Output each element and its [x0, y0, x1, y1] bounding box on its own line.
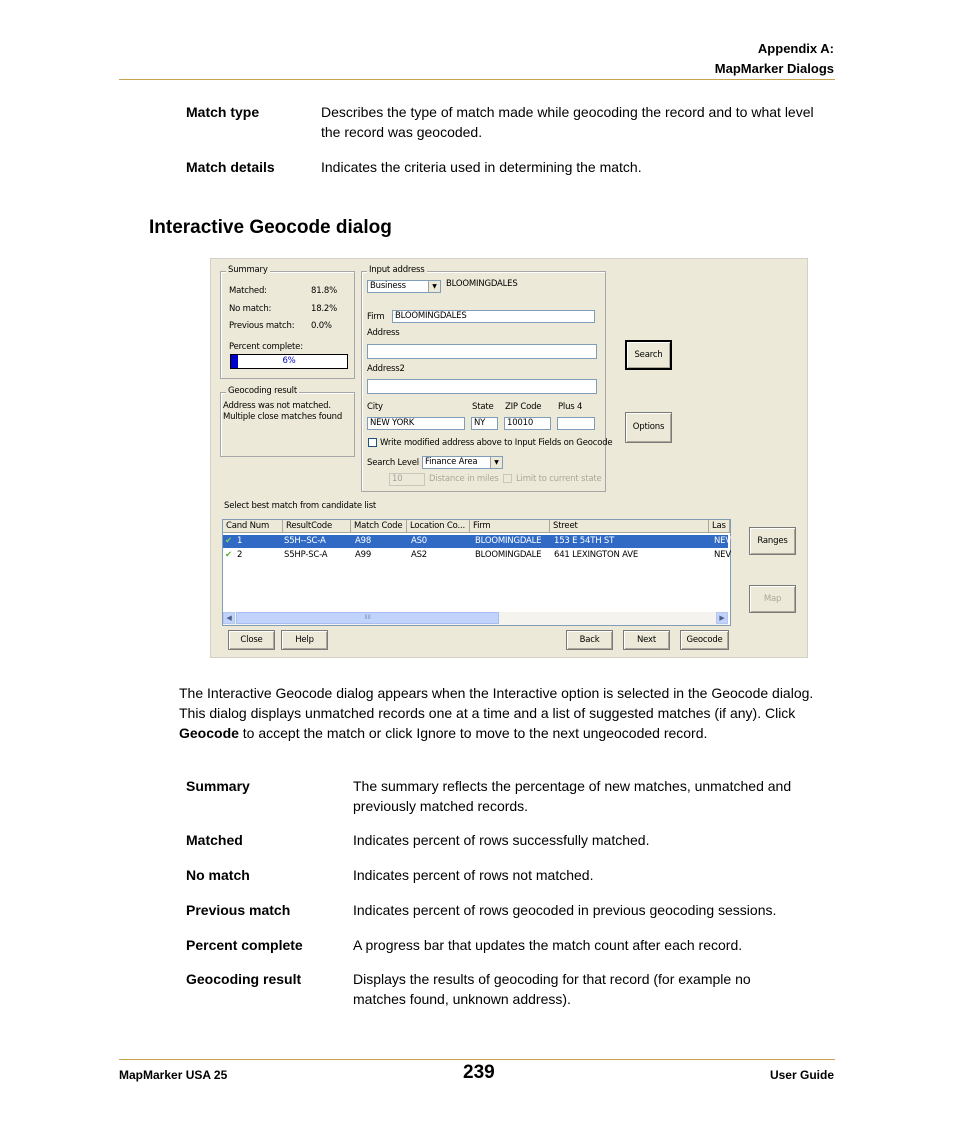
horizontal-scrollbar[interactable]: [223, 612, 728, 625]
result-caption: Geocoding result: [228, 386, 297, 396]
firm-input[interactable]: [392, 310, 595, 323]
firm-label: Firm: [367, 312, 385, 322]
scroll-thumb[interactable]: [236, 612, 499, 624]
distance-input[interactable]: [389, 473, 425, 486]
previous-value: 0.0%: [311, 321, 332, 331]
def-desc-percent-complete: A progress bar that updates the match count after each record.: [353, 937, 743, 953]
progress-text: 6%: [282, 356, 296, 366]
def-desc-match-type: Describes the type of match made while geocoding the record and to what level the record was geocoded.: [321, 104, 814, 140]
cell-street: 153 E 54TH ST: [554, 536, 615, 546]
search-level-value: Finance Area: [425, 457, 478, 467]
summary-group: [220, 265, 355, 379]
limit-state-label: Limit to current state: [516, 474, 602, 484]
distance-value: 10: [392, 474, 403, 484]
close-button[interactable]: Close: [228, 630, 275, 650]
record-name: BLOOMINGDALES: [446, 279, 518, 289]
cell-match-code: A98: [355, 536, 372, 546]
cell-match-code: A99: [355, 550, 372, 560]
check-icon: ✔: [225, 536, 232, 546]
page-number: 239: [463, 1062, 495, 1083]
chevron-down-icon: ▼: [490, 457, 502, 468]
def-desc-previous-match: Indicates percent of rows geocoded in previous geocoding sessions.: [353, 902, 777, 918]
column-header-location-code[interactable]: Location Co...: [407, 520, 470, 533]
city-value: NEW YORK: [370, 418, 415, 428]
def-desc-geocoding-result: Displays the results of geocoding for that record (for example no matches found, unknown address).: [353, 971, 751, 1007]
matched-label: Matched:: [229, 286, 267, 296]
summary-caption: Summary: [228, 265, 268, 275]
header-rule: [119, 79, 835, 80]
scroll-right-icon[interactable]: ▶: [716, 612, 728, 624]
def-term-percent-complete: Percent complete: [186, 937, 303, 953]
input-address-group: [361, 265, 613, 492]
def-term-no-match: No match: [186, 867, 250, 883]
plus4-input[interactable]: [557, 417, 595, 430]
search-level-combo[interactable]: [422, 456, 503, 469]
percent-progress-bar: [230, 354, 348, 369]
header-line-1: Appendix A:: [757, 41, 834, 56]
paragraph-bold: Geocode: [179, 725, 239, 741]
zip-input[interactable]: [504, 417, 551, 430]
city-input[interactable]: [367, 417, 465, 430]
help-button[interactable]: Help: [281, 630, 328, 650]
state-value: NY: [474, 418, 486, 428]
def-desc-no-match: Indicates percent of rows not matched.: [353, 867, 594, 883]
def-term-previous-match: Previous match: [186, 902, 291, 918]
column-header-cand-num[interactable]: Cand Num: [223, 520, 283, 533]
ranges-button[interactable]: Ranges: [749, 527, 796, 555]
search-button[interactable]: Search: [625, 340, 672, 370]
search-level-label: Search Level: [367, 458, 419, 468]
result-line-1: Address was not matched.: [223, 401, 331, 411]
cell-last: NEV: [714, 536, 731, 546]
back-button[interactable]: Back: [566, 630, 613, 650]
plus4-label: Plus 4: [558, 402, 583, 412]
description-paragraph: [179, 683, 829, 743]
column-header-match-code[interactable]: Match Code: [351, 520, 407, 533]
def-term-match-type: Match type: [186, 104, 260, 120]
footer-doc-type: User Guide: [769, 1068, 834, 1082]
candidate-list[interactable]: [222, 519, 731, 626]
nomatch-value: 18.2%: [311, 304, 338, 314]
cell-result-code: S5H--SC-A: [284, 536, 326, 546]
section-title: Interactive Geocode dialog: [149, 217, 392, 238]
chevron-down-icon: ▼: [428, 281, 440, 292]
firm-value: BLOOMINGDALES: [395, 311, 467, 321]
paragraph-before: The Interactive Geocode dialog appears when the Interactive option is selected in the Geocode dialog. This dialog displays unmatched records one at a time and a list of suggested matches (if any). Click: [179, 685, 814, 721]
address-label: Address: [367, 328, 400, 338]
header-line-2: MapMarker Dialogs: [714, 61, 834, 76]
map-button[interactable]: Map: [749, 585, 796, 613]
state-input[interactable]: [471, 417, 498, 430]
cell-location-code: AS0: [411, 536, 428, 546]
table-row[interactable]: [223, 535, 731, 548]
result-line-2: Multiple close matches found: [223, 412, 343, 422]
city-label: City: [367, 402, 383, 412]
limit-state-checkbox[interactable]: [503, 474, 512, 483]
write-modified-label: Write modified address above to Input Fields on Geocode: [380, 438, 613, 448]
cell-firm: BLOOMINGDALE: [475, 536, 542, 546]
zip-value: 10010: [507, 418, 534, 428]
address2-label: Address2: [367, 364, 405, 374]
footer-product: MapMarker USA 25: [119, 1068, 228, 1082]
def-term-matched: Matched: [186, 832, 243, 848]
matched-value: 81.8%: [311, 286, 338, 296]
def-desc-matched: Indicates percent of rows successfully matched.: [353, 832, 650, 848]
candidate-caption: Select best match from candidate list: [224, 501, 377, 511]
column-header-last[interactable]: Las: [709, 520, 730, 533]
address-input[interactable]: [367, 344, 597, 359]
previous-label: Previous match:: [229, 321, 295, 331]
running-header: [715, 39, 834, 79]
column-header-result-code[interactable]: ResultCode: [283, 520, 351, 533]
geocode-button[interactable]: Geocode: [680, 630, 729, 650]
address-type-combo[interactable]: [367, 280, 441, 293]
next-button[interactable]: Next: [623, 630, 670, 650]
address2-input[interactable]: [367, 379, 597, 394]
table-row[interactable]: [223, 549, 731, 562]
scroll-grip: IIII: [364, 614, 371, 621]
cell-firm: BLOOMINGDALE: [475, 550, 542, 560]
address-type-value: Business: [370, 281, 406, 291]
cell-street: 641 LEXINGTON AVE: [554, 550, 639, 560]
percent-label: Percent complete:: [229, 342, 303, 352]
geocoding-result-group: [220, 386, 355, 457]
cell-last: NEV: [714, 550, 731, 560]
def-term-summary: Summary: [186, 778, 250, 794]
def-desc-summary: The summary reflects the percentage of new matches, unmatched and previously matched records.: [353, 778, 792, 814]
column-header-firm[interactable]: Firm: [470, 520, 550, 533]
nomatch-label: No match:: [229, 304, 272, 314]
def-desc-match-details: Indicates the criteria used in determining the match.: [321, 159, 642, 175]
column-header-street[interactable]: Street: [550, 520, 709, 533]
state-label: State: [472, 402, 494, 412]
cell-location-code: AS2: [411, 550, 428, 560]
options-button[interactable]: Options: [625, 412, 672, 443]
zip-label: ZIP Code: [505, 402, 542, 412]
scroll-left-icon[interactable]: ◀: [223, 612, 235, 624]
def-term-match-details: Match details: [186, 159, 275, 175]
footer-rule: [119, 1059, 835, 1060]
interactive-geocode-dialog: [210, 258, 808, 658]
cell-result-code: S5HP-SC-A: [284, 550, 328, 560]
def-term-geocoding-result: Geocoding result: [186, 971, 302, 987]
check-icon: ✔: [225, 550, 232, 560]
cell-cand-num: 1: [237, 536, 243, 546]
distance-label: Distance in miles: [429, 474, 499, 484]
paragraph-after: to accept the match or click Ignore to move to the next ungeocoded record.: [238, 725, 708, 741]
write-modified-checkbox[interactable]: [368, 438, 377, 447]
input-caption: Input address: [369, 265, 425, 275]
cell-cand-num: 2: [237, 550, 243, 560]
